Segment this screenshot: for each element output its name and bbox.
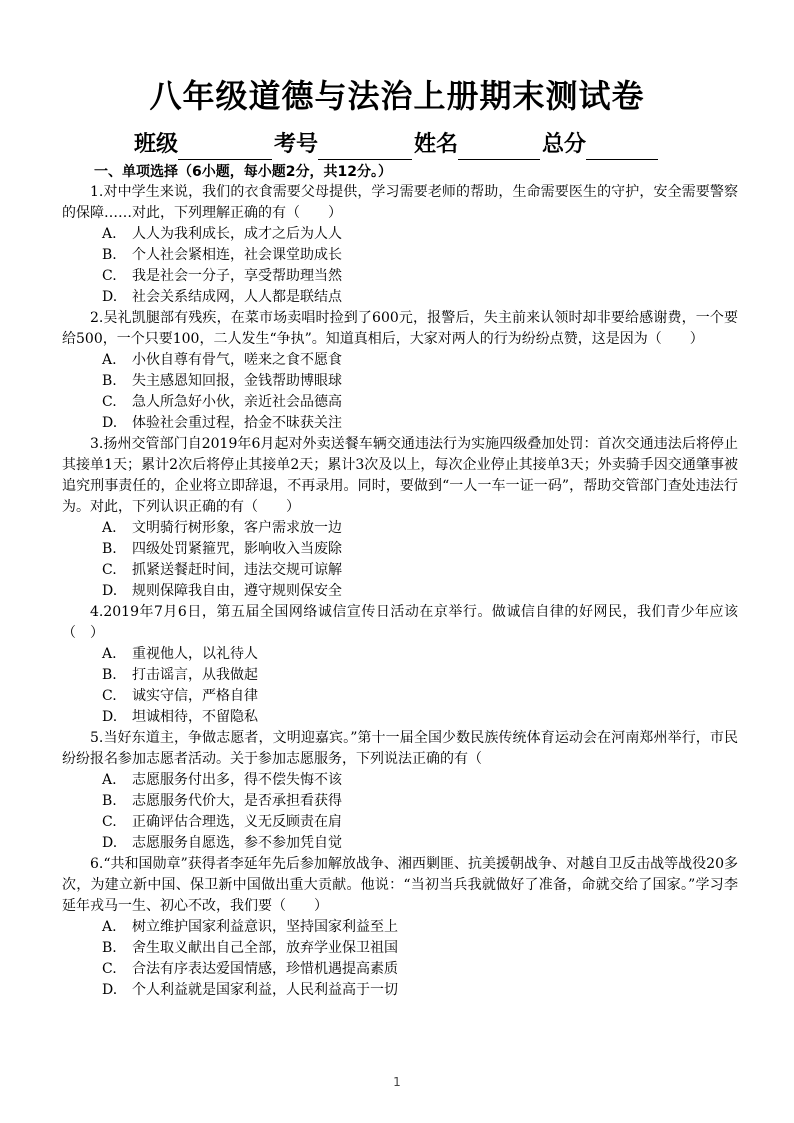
option-letter: B. [102, 541, 117, 557]
option-text: 合法有序表达爱国情感，珍惜机遇提高素质 [132, 961, 398, 977]
option-text: 抓紧送餐赶时间，违法交规可谅解 [132, 562, 342, 578]
option-text: 重视他人，以礼待人 [132, 646, 258, 662]
exam-no-label: 考号 [274, 132, 319, 157]
option-text: 正确评估合理选，义无反顾责在肩 [132, 814, 342, 830]
class-label: 班级 [134, 132, 179, 157]
class-blank [178, 135, 272, 160]
option-letter: A. [102, 919, 117, 935]
option-text: 小伙自尊有骨气，嗟来之食不愿食 [132, 352, 342, 368]
option-text: 个人利益就是国家利益，人民利益高于一切 [132, 982, 398, 998]
option-letter: B. [102, 940, 117, 956]
option-item [62, 707, 738, 728]
section-heading: 一、单项选择（6小题，每小题2分，共12分。） [94, 164, 392, 180]
option-text: 文明骑行树形象，客户需求放一边 [132, 520, 342, 536]
option-letter: A. [102, 352, 117, 368]
option-text: 急人所急好小伙，亲近社会品德高 [132, 394, 342, 410]
option-item [62, 224, 738, 245]
option-text: 人人为我利成长，成才之后为人人 [132, 226, 342, 242]
question-stem: 4.2019年7月6日，第五届全国网络诚信宣传日活动在京举行。做诚信自律的好网民，我们青少年应该（ ） [62, 604, 738, 641]
option-item [62, 938, 738, 959]
option-item [62, 644, 738, 665]
option-text: 规则保障我自由，遵守规则保安全 [132, 583, 342, 599]
option-text: 失主感恩知回报，金钱帮助博眼球 [132, 373, 342, 389]
option-letter: A. [102, 772, 117, 788]
option-item [62, 245, 738, 266]
exam-no-blank [318, 135, 412, 160]
option-text: 坦诚相待，不留隐私 [132, 709, 258, 725]
name-label: 姓名 [414, 132, 459, 157]
option-text: 舍生取义献出自己全部，放弃学业保卫祖国 [132, 940, 398, 956]
option-item [62, 791, 738, 812]
option-item [62, 560, 738, 581]
option-item [62, 980, 738, 1001]
option-letter: B. [102, 373, 117, 389]
option-letter: C. [102, 268, 117, 284]
page-title: 八年级道德与法治上册期末测试卷 [149, 77, 645, 115]
option-item [62, 686, 738, 707]
option-letter: A. [102, 646, 117, 662]
option-letter: B. [102, 793, 117, 809]
option-letter: C. [102, 688, 117, 704]
option-letter: D. [102, 982, 118, 998]
option-text: 志愿服务代价大，是否承担看获得 [132, 793, 342, 809]
option-text: 四级处罚紧箍咒，影响收入当废除 [132, 541, 342, 557]
option-item [62, 917, 738, 938]
score-label: 总分 [542, 132, 587, 157]
name-blank [458, 135, 540, 160]
option-item [62, 770, 738, 791]
option-item [62, 959, 738, 980]
question-stem: 5.当好东道主，争做志愿者，文明迎嘉宾。”第十一届全国少数民族传统体育运动会在河南郑州举行，市民纷纷报名参加志愿者活动。关于参加志愿服务，下列说法正确的有（ [62, 730, 738, 767]
option-text: 打击谣言，从我做起 [132, 667, 258, 683]
option-item [62, 371, 738, 392]
option-item [62, 812, 738, 833]
option-letter: D. [102, 709, 118, 725]
option-text: 个人社会紧相连，社会课堂助成长 [132, 247, 342, 263]
question-stem: 6.“共和国勋章”获得者李延年先后参加解放战争、湘西剿匪、抗美援朝战争、对越自卫反击战等战役20多次，为建立新中国、保卫新中国做出重大贡献。他说：“当初当兵我就做好了准备，命就交给了国家。”学习李延年戎马一生、初心不改，我们要（ ） [62, 856, 738, 914]
option-letter: B. [102, 247, 117, 263]
option-letter: B. [102, 667, 117, 683]
question-stem: 1.对中学生来说，我们的衣食需要父母提供，学习需要老师的帮助，生命需要医生的守护，安全需要警察的保障……对此，下列理解正确的有（ ） [62, 184, 738, 221]
option-letter: C. [102, 562, 117, 578]
question-list [62, 162, 738, 1001]
option-letter: D. [102, 583, 118, 599]
option-item [62, 581, 738, 602]
option-text: 我是社会一分子，享受帮助理当然 [132, 268, 342, 284]
option-text: 体验社会重过程，拾金不昧获关注 [132, 415, 342, 431]
option-item [62, 539, 738, 560]
page-number: 1 [393, 1075, 401, 1089]
option-text: 树立维护国家利益意识，坚持国家利益至上 [132, 919, 398, 935]
option-item [62, 665, 738, 686]
option-letter: D. [102, 415, 118, 431]
question-stem: 3.扬州交管部门自2019年6月起对外卖送餐车辆交通违法行为实施四级叠加处罚：首次交通违法后将停止其接单1天；累计2次后将停止其接单2天；累计3次及以上，每次企业停止其接单3天；外卖骑手因交通肇事被追究刑事责任的，企业将立即辞退，不再录用。同时，要做到“一人一车一证一码”，帮助交管部门查处违法行为。对此，下列认识正确的有（ ） [62, 436, 738, 515]
option-item [62, 392, 738, 413]
option-text: 志愿服务自愿选，参不参加凭自觉 [132, 835, 342, 851]
option-item [62, 287, 738, 308]
option-letter: C. [102, 814, 117, 830]
option-letter: C. [102, 961, 117, 977]
option-text: 社会关系结成网，人人都是联结点 [132, 289, 342, 305]
option-letter: D. [102, 289, 118, 305]
option-text: 诚实守信，严格自律 [132, 688, 258, 704]
option-item [62, 266, 738, 287]
option-item [62, 413, 738, 434]
option-letter: C. [102, 394, 117, 410]
option-item [62, 350, 738, 371]
question-stem: 2.吴礼凯腿部有残疾，在菜市场卖唱时捡到了600元，报警后，失主前来认领时却非要给感谢费，一个要给500，一个只要100，二人发生“争执”。知道真相后，大家对两人的行为纷纷点赞，这是因为（ ） [62, 310, 738, 347]
option-text: 志愿服务付出多，得不偿失悔不该 [132, 772, 342, 788]
student-info-line [134, 130, 660, 160]
option-letter: A. [102, 520, 117, 536]
option-item [62, 518, 738, 539]
option-letter: D. [102, 835, 118, 851]
option-letter: A. [102, 226, 117, 242]
score-blank [586, 135, 658, 160]
option-item [62, 833, 738, 854]
